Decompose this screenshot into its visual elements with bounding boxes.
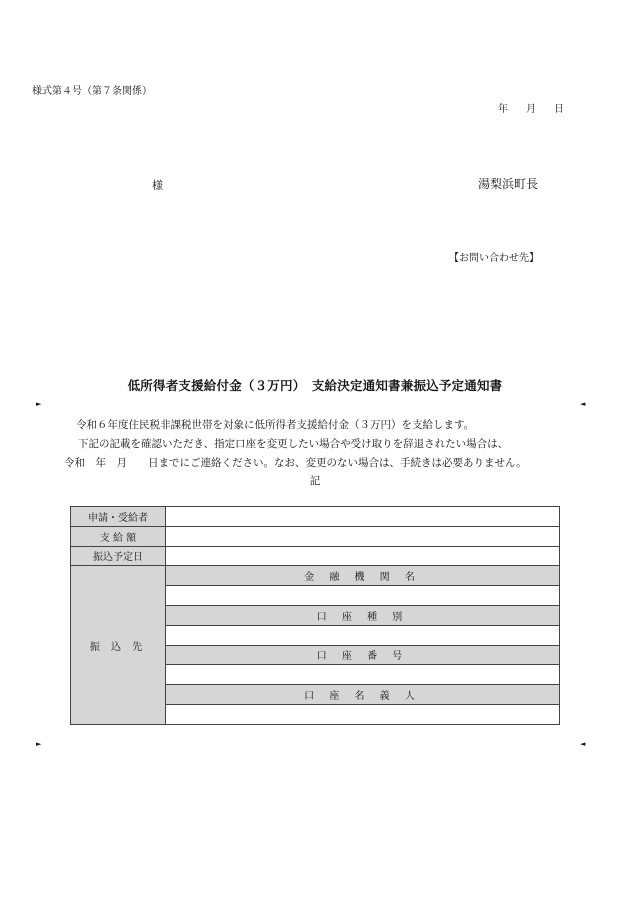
transfer-date-value (166, 546, 560, 566)
date-month: 月 (526, 104, 536, 115)
left-marker-icon: ► (36, 740, 42, 748)
issue-date (498, 100, 564, 115)
account-number-value (166, 665, 560, 685)
account-holder-value (166, 704, 560, 724)
payment-info-table (70, 506, 560, 725)
account-number-label: 口 座 番 号 (166, 645, 560, 665)
bank-name-label: 金 融 機 関 名 (166, 566, 560, 586)
table-row (71, 546, 560, 566)
right-marker-icon: ◄ (580, 400, 586, 408)
body-line-2: 下記の記載を確認いただき、指定口座を変更したい場合や受け取りを辞退されたい場合は、 (78, 438, 509, 450)
destination-label: 振 込 先 (71, 566, 166, 724)
body-line-3: 令和 年 月 日までにご連絡ください。なお、変更のない場合は、手続きは必要ありません。 (64, 457, 527, 469)
account-type-label: 口 座 種 別 (166, 605, 560, 625)
recipient-suffix: 様 (152, 179, 163, 192)
document-title: 低所得者支援給付金（３万円） 支給決定通知書兼振込予定通知書 (127, 378, 503, 393)
table-row (71, 526, 560, 546)
amount-label: 支 給 額 (71, 526, 166, 546)
applicant-value (166, 507, 560, 527)
account-holder-label: 口 座 名 義 人 (166, 685, 560, 705)
ki-heading: 記 (309, 475, 321, 487)
inquiry-label: 【お問い合わせ先】 (449, 253, 539, 264)
bank-name-value (166, 586, 560, 606)
amount-value (166, 526, 560, 546)
account-type-value (166, 625, 560, 645)
date-year: 年 (498, 104, 508, 115)
form-number: 様式第４号（第７条関係） (32, 86, 152, 97)
body-line-1: 令和６年度住民税非課税世帯を対象に低所得者支援給付金（３万円）を支給します。 (76, 419, 475, 431)
date-day: 日 (554, 104, 564, 115)
left-marker-icon: ► (36, 400, 42, 408)
applicant-label: 申請・受給者 (71, 507, 166, 527)
table-row (71, 507, 560, 527)
issuer: 湯梨浜町長 (478, 177, 539, 191)
transfer-date-label: 振込予定日 (71, 546, 166, 566)
table-row (71, 566, 560, 586)
right-marker-icon: ◄ (580, 740, 586, 748)
